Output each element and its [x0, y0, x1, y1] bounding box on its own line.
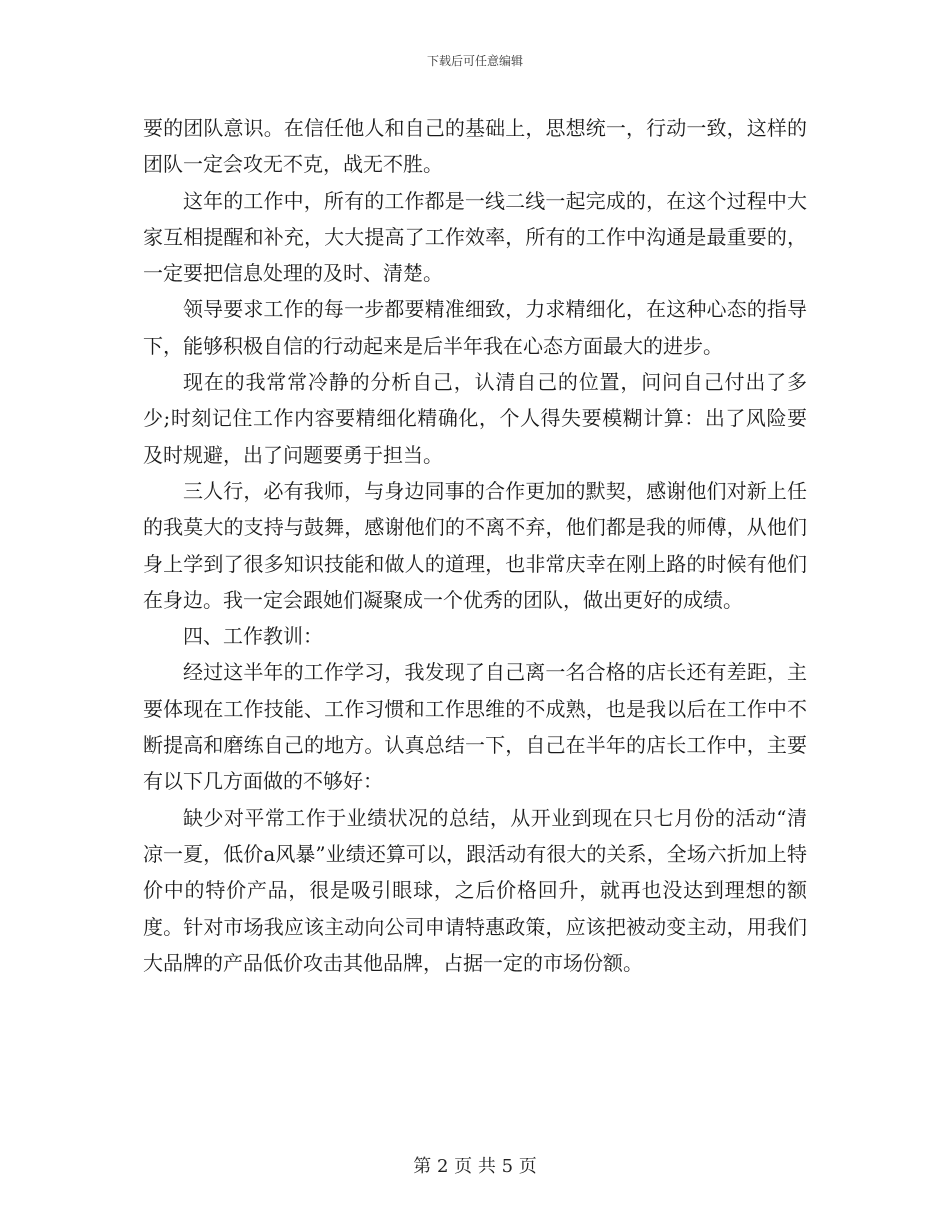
- page-number-footer: 第 2 页 共 5 页: [413, 1156, 537, 1177]
- paragraph-2: 这年的工作中，所有的工作都是一线二线一起完成的，在这个过程中大家互相提醒和补充，大大提高了工作效率，所有的工作中沟通是最重要的，一定要把信息处理的及时、清楚。: [143, 188, 807, 286]
- section-heading-work-lessons: 四、工作教训：: [183, 624, 323, 649]
- paragraph-3: 领导要求工作的每一步都要精准细致，力求精细化，在这种心态的指导下，能够积极自信的行动起来是后半年我在心态方面最大的进步。: [143, 297, 807, 358]
- paragraph-4: 现在的我常常冷静的分析自己，认清自己的位置，问问自己付出了多少;时刻记住工作内容要精细化精确化，个人得失要模糊计算：出了风险要及时规避，出了问题要勇于担当。: [143, 370, 807, 467]
- page-header: 下载后可任意编辑: [426, 54, 523, 68]
- paragraph-8: 缺少对平常工作于业绩状况的总结，从开业到现在只七月份的活动“清凉一夏，低价a风暴”业绩还算可以，跟活动有很大的关系，全场六折加上特价中的特价产品，很是吸引眼球，之后价格回升，就再也没达到理想的额度。针对市场我应该主动向公司申请特惠政策，应该把被动变主动，用我们大品牌的产品低价攻击其他品牌，占据一定的市场份额。: [143, 805, 807, 975]
- document-body: [143, 110, 807, 981]
- paragraph-7: 经过这半年的工作学习，我发现了自己离一名合格的店长还有差距，主要体现在工作技能、工作习惯和工作思维的不成熟，也是我以后在工作中不断提高和磨练自己的地方。认真总结一下，自己在半年的店长工作中，主要有以下几方面做的不够好：: [143, 660, 807, 794]
- paragraph-5: 三人行，必有我师，与身边同事的合作更加的默契，感谢他们对新上任的我莫大的支持与鼓舞，感谢他们的不离不弃，他们都是我的师傅，从他们身上学到了很多知识技能和做人的道理，也非常庆幸在刚上路的时候有他们在身边。我一定会跟她们凝聚成一个优秀的团队，做出更好的成绩。: [143, 478, 807, 612]
- paragraph-1: 要的团队意识。在信任他人和自己的基础上，思想统一，行动一致，这样的团队一定会攻无不克，战无不胜。: [143, 116, 807, 177]
